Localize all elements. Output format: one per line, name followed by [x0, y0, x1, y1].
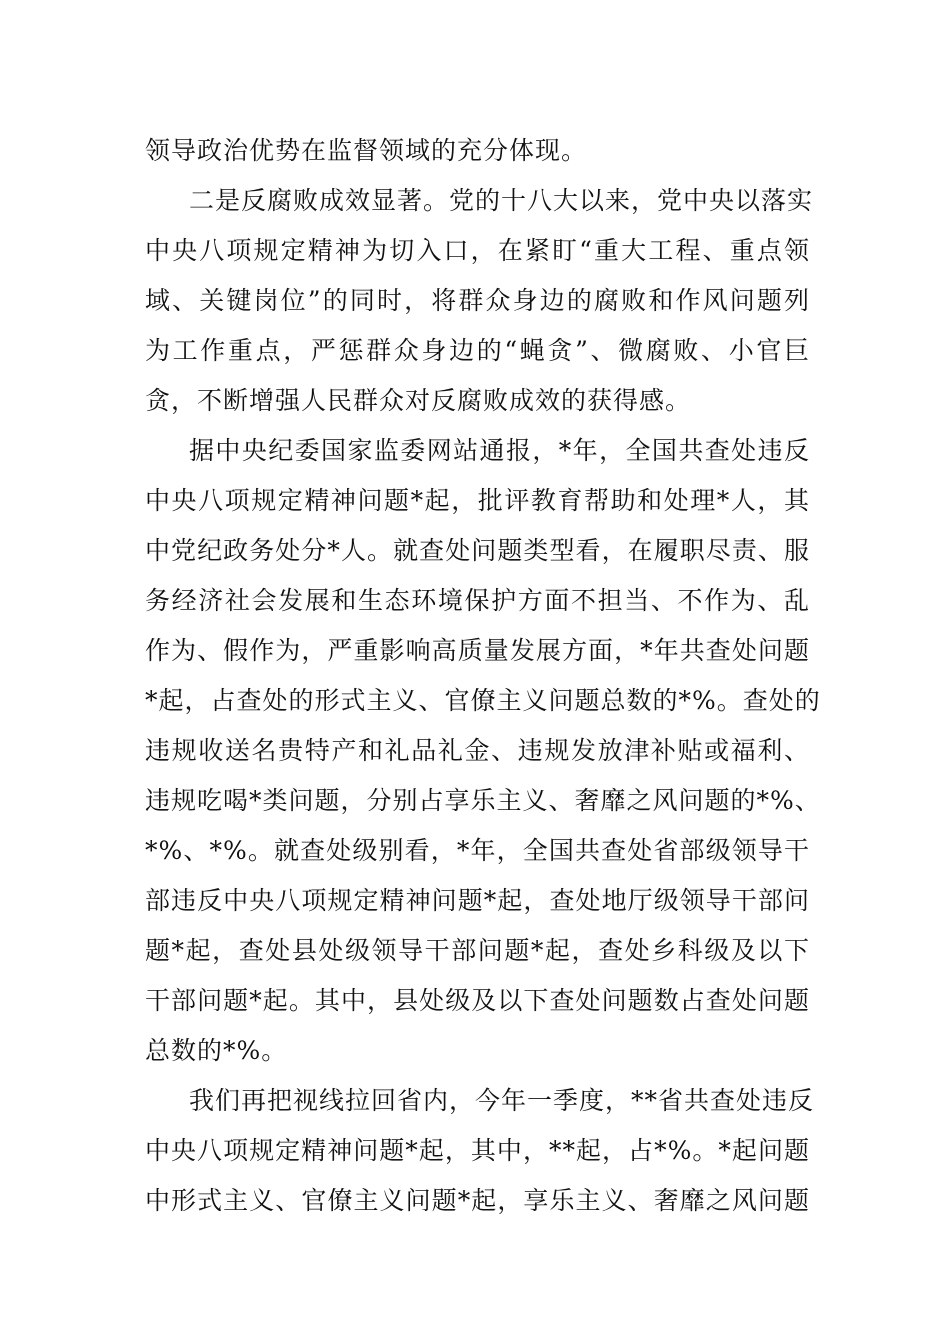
- paragraph: [145, 1076, 815, 1226]
- text-line: 中党纪政务处分*人。就查处问题类型看，在履职尽责、服: [145, 536, 810, 565]
- text-line: 作为、假作为，严重影响高质量发展方面，*年共查处问题: [145, 636, 810, 665]
- text-line: 部违反中央八项规定精神问题*起，查处地厅级领导干部问: [145, 886, 810, 915]
- text-line: 务经济社会发展和生态环境保护方面不担当、不作为、乱: [145, 586, 810, 615]
- paragraph: [145, 126, 810, 176]
- text-line: 据中央纪委国家监委网站通报，*年，全国共查处违反: [189, 436, 810, 465]
- paragraph: [145, 426, 821, 1076]
- text-line: *%、*%。就查处级别看，*年，全国共查处省部级领导干: [145, 836, 810, 865]
- text-line: 中央八项规定精神为切入口，在紧盯“重大工程、重点领: [145, 236, 810, 265]
- text-line: 中央八项规定精神问题*起，其中，**起，占*%。*起问题: [145, 1136, 810, 1165]
- text-line: 中央八项规定精神问题*起，批评教育帮助和处理*人，其: [145, 486, 810, 515]
- text-line: 中形式主义、官僚主义问题*起，享乐主义、奢靡之风问题: [145, 1186, 810, 1215]
- text-line: 二是反腐败成效显著。党的十八大以来，党中央以落实: [189, 186, 814, 215]
- body-text: [145, 126, 821, 1226]
- paragraph: [145, 176, 814, 426]
- text-line: 贪，不断增强人民群众对反腐败成效的获得感。: [145, 386, 692, 415]
- text-line: 题*起，查处县处级领导干部问题*起，查处乡科级及以下: [145, 936, 810, 965]
- text-line: 我们再把视线拉回省内，今年一季度，**省共查处违反: [189, 1086, 815, 1115]
- text-line: *起，占查处的形式主义、官僚主义问题总数的*%。查处的: [145, 686, 821, 715]
- text-line: 总数的*%。: [145, 1036, 288, 1065]
- text-line: 违规吃喝*类问题，分别占享乐主义、奢靡之风问题的*%、: [145, 786, 821, 815]
- text-line: 领导政治优势在监督领域的充分体现。: [145, 136, 588, 165]
- text-line: 为工作重点，严惩群众身边的“蝇贪”、微腐败、小官巨: [145, 336, 810, 365]
- text-line: 干部问题*起。其中，县处级及以下查处问题数占查处问题: [145, 986, 810, 1015]
- text-line: 域、关键岗位”的同时，将群众身边的腐败和作风问题列: [145, 286, 810, 315]
- text-line: 违规收送名贵特产和礼品礼金、违规发放津补贴或福利、: [145, 736, 810, 765]
